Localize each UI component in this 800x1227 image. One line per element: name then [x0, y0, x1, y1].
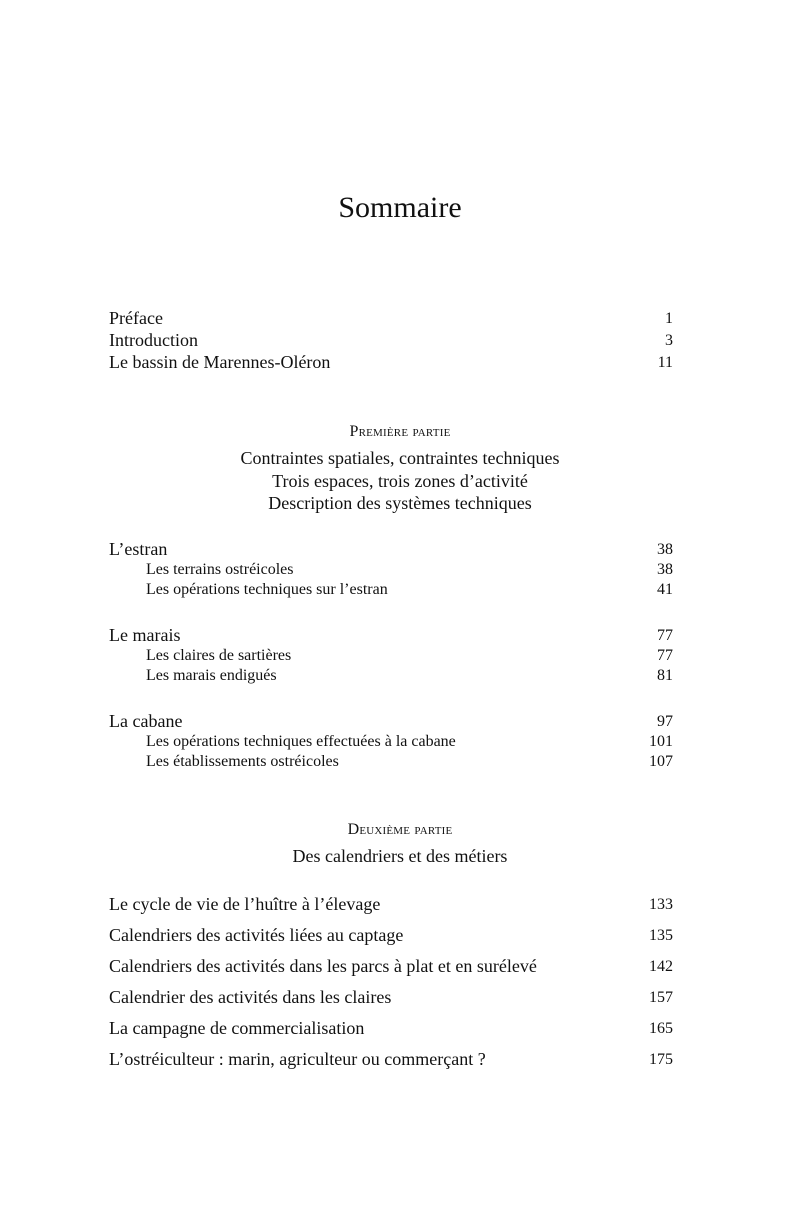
toc-subentry-page: 38 [657, 561, 673, 578]
toc-entry [109, 351, 673, 373]
part-title: Contraintes spatiales, contraintes techniques [240, 448, 560, 468]
section-marais [109, 624, 673, 686]
toc-entry-page: 133 [649, 896, 673, 913]
part1-heading [0, 421, 800, 515]
part2-heading [0, 819, 800, 868]
toc-entry [109, 1048, 673, 1079]
toc-entry-label: Calendriers des activités dans les parcs à plat et en surélevé [109, 956, 537, 976]
toc-subentry [109, 732, 673, 752]
toc-entry-page: 175 [649, 1051, 673, 1068]
toc-subentry [109, 560, 673, 580]
toc-entry [109, 307, 673, 329]
toc-entry-page: 3 [665, 332, 673, 349]
part-label: Première partie [349, 423, 451, 440]
toc-entry-page: 157 [649, 989, 673, 1006]
toc-entry-label: Calendriers des activités liées au captage [109, 925, 404, 945]
toc-entry-label: Introduction [109, 330, 198, 350]
part-title: Des calendriers et des métiers [292, 846, 508, 866]
toc-subentry-page: 81 [657, 667, 673, 684]
toc-entry [109, 986, 673, 1017]
toc-entry-label: L’ostréiculteur : marin, agriculteur ou commerçant ? [109, 1049, 486, 1069]
toc-entry [109, 955, 673, 986]
toc-subentry-label: Les opérations techniques sur l’estran [146, 581, 388, 598]
toc-subentry-label: Les marais endigués [146, 667, 277, 684]
page-title: Sommaire [338, 191, 462, 224]
toc-entry-label: La campagne de commercialisation [109, 1018, 365, 1038]
section-estran [109, 538, 673, 600]
toc-entry-page: 97 [657, 713, 673, 730]
toc-entry-page: 1 [665, 310, 673, 327]
toc-subentry-page: 41 [657, 581, 673, 598]
toc-subentry-label: Les claires de sartières [146, 647, 292, 664]
toc-entry [109, 538, 673, 560]
toc-entry-page: 142 [649, 958, 673, 975]
toc-entry [109, 329, 673, 351]
toc-entry-page: 165 [649, 1020, 673, 1037]
toc-entry-page: 11 [657, 354, 673, 371]
part-label: Deuxième partie [347, 821, 453, 838]
toc-entry-label: Le bassin de Marennes-Oléron [109, 352, 331, 372]
toc-entry-page: 38 [657, 541, 673, 558]
toc-entry-label: Le cycle de vie de l’huître à l’élevage [109, 894, 381, 914]
toc-subentry-label: Les opérations techniques effectuées à la cabane [146, 733, 456, 750]
toc-subentry [109, 666, 673, 686]
toc-subentry [109, 752, 673, 772]
toc-entry-label: Préface [109, 308, 163, 328]
toc-entry-label: La cabane [109, 711, 183, 731]
toc-entry [109, 893, 673, 924]
part2-entries [109, 893, 673, 1079]
toc-subentry [109, 646, 673, 666]
toc-subentry-page: 77 [657, 647, 673, 664]
toc-entry-page: 135 [649, 927, 673, 944]
toc-entry-label: Le marais [109, 625, 181, 645]
toc-entry-label: Calendrier des activités dans les claires [109, 987, 392, 1007]
section-cabane [109, 710, 673, 772]
toc-entry-label: L’estran [109, 539, 168, 559]
intro-entries [109, 307, 673, 373]
part-title: Trois espaces, trois zones d’activité [272, 470, 528, 491]
toc-entry [109, 1017, 673, 1048]
toc-entry [109, 924, 673, 955]
part-title: Description des systèmes techniques [268, 493, 532, 513]
toc-subentry [109, 580, 673, 600]
toc-subentry-page: 101 [649, 733, 673, 750]
toc-entry-page: 77 [657, 627, 673, 644]
toc-entry [109, 624, 673, 646]
toc-entry [109, 710, 673, 732]
toc-subentry-page: 107 [649, 753, 673, 770]
toc-subentry-label: Les établissements ostréicoles [146, 753, 339, 770]
toc-subentry-label: Les terrains ostréicoles [146, 561, 294, 578]
